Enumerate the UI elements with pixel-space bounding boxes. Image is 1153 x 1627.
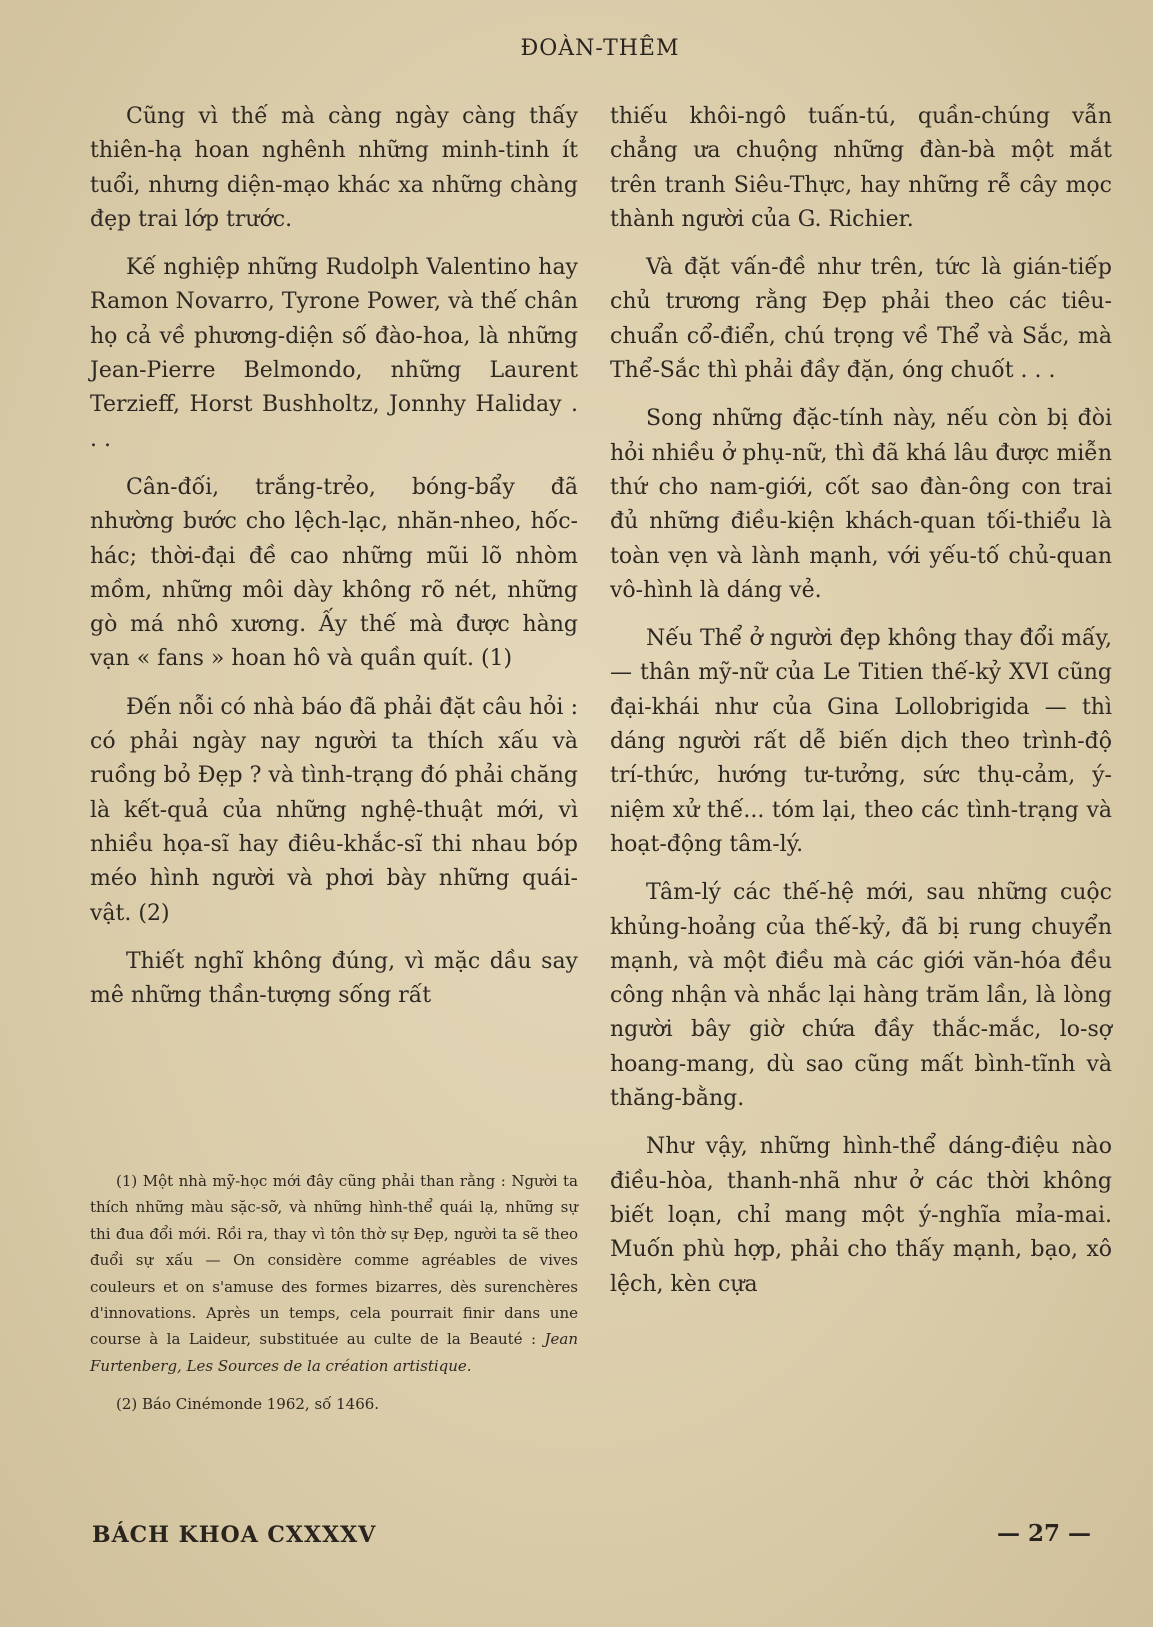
body-paragraph-continued: thiếu khôi-ngô tuấn-tú, quần-chúng vẫn chẳng ưa chuộng những đàn-bà một mắt trên tranh Siêu-Thực, hay những rễ cây mọc thành người của G. Richier. xyxy=(610,104,1112,232)
body-paragraph: Và đặt vấn-đề như trên, tức là gián-tiếp chủ trương rằng Đẹp phải theo các tiêu-chuẩn cổ-điển, chú trọng về Thể và Sắc, mà Thể-Sắc thì phải đầy đặn, óng chuốt . . . xyxy=(610,255,1112,384)
right-text-column xyxy=(610,100,1112,1316)
body-paragraph: Kế nghiệp những Rudolph Valentino hay Ramon Novarro, Tyrone Power, và thế chân họ cả về phương-diện số đào-hoa, là những Jean-Pierre Belmondo, những Laurent Terzieff, Horst Bushholtz, Jonnhy Haliday . . . xyxy=(90,255,578,452)
footnote-1 xyxy=(90,1168,578,1379)
footnotes-block xyxy=(90,1168,578,1430)
footnote-1-text: (1) Một nhà mỹ-học mới đây cũng phải than rằng : Người ta thích những màu sặc-sỡ, và những hình-thể quái lạ, những sự thi đua đổi mới. Rồi ra, thay vì tôn thờ sự Đẹp, người ta sẽ theo đuổi sự xấu — On considère comme agréables de vives couleurs et on s'amuse des formes bizarres, dès surenchères d'innovations. Après un temps, cela pourrait finir dans une course à la Laideur, substituée au culte de la Beauté : xyxy=(90,1172,578,1349)
footnote-2: (2) Báo Cinémonde 1962, số 1466. xyxy=(116,1395,380,1414)
body-paragraph: Song những đặc-tính này, nếu còn bị đòi hỏi nhiều ở phụ-nữ, thì đã khá lâu được miễn thứ cho nam-giới, cốt sao đàn-ông con trai đủ những điều-kiện khách-quan tối-thiểu là toàn vẹn và lành mạnh, với yếu-tố chủ-quan vô-hình là dáng vẻ. xyxy=(610,406,1112,603)
body-paragraph: Như vậy, những hình-thể dáng-điệu nào điều-hòa, thanh-nhã như ở các thời không biết loạn, chỉ mang một ý-nghĩa mỉa-mai. Muốn phù hợp, phải cho thấy mạnh, bạo, xô lệch, kèn cựa xyxy=(610,1134,1112,1297)
page-number: — 27 — xyxy=(996,1520,1091,1547)
running-header-author: ĐOÀN-THÊM xyxy=(520,36,680,61)
body-paragraph: Nếu Thể ở người đẹp không thay đổi mấy, — thân mỹ-nữ của Le Titien thế-kỷ XVI cũng đại-khái như của Gina Lollobrigida — thì dáng người rất dễ biến dịch theo trình-độ trí-thức, hướng tư-tưởng, sức thụ-cảm, ý-niệm xử thế... tóm lại, theo các tình-trạng và hoạt-động tâm-lý. xyxy=(610,626,1112,857)
magazine-issue-footer: BÁCH KHOA CXXXXV xyxy=(92,1522,377,1548)
body-paragraph: Thiết nghĩ không đúng, vì mặc dầu say mê những thần-tượng sống rất xyxy=(90,948,578,1009)
left-text-column xyxy=(90,100,578,1027)
body-paragraph: Đến nỗi có nhà báo đã phải đặt câu hỏi : có phải ngày nay người ta thích xấu và ruồng bỏ Đẹp ? và tình-trạng đó phải chăng là kết-quả của những nghệ-thuật mới, vì nhiều họa-sĩ hay điêu-khắc-sĩ thi nhau bóp méo hình người và phơi bày những quái-vật. (2) xyxy=(90,694,578,926)
body-paragraph: Cân-đối, trắng-trẻo, bóng-bẩy đã nhường bước cho lệch-lạc, nhăn-nheo, hốc-hác; thời-đại đề cao những mũi lõ nhòm mồm, những môi dày không rõ nét, những gò má nhô xương. Ấy thế mà được hàng vạn « fans » hoan hô và quần quít. (1) xyxy=(90,474,578,672)
body-paragraph: Tâm-lý các thế-hệ mới, sau những cuộc khủng-hoảng của thế-kỷ, đã bị rung chuyển mạnh, và một điều mà các giới văn-hóa đều công nhận và nhắc lại hàng trăm lần, là lòng người bây giờ chứa đầy thắc-mắc, lo-sợ hoang-mang, dù sao cũng mất bình-tĩnh và thăng-bằng. xyxy=(610,880,1112,1112)
body-paragraph: Cũng vì thế mà càng ngày càng thấy thiên-hạ hoan nghênh những minh-tinh ít tuổi, nhưng diện-mạo khác xa những chàng đẹp trai lớp trước. xyxy=(90,104,578,232)
footnote-1-citation: Jean Furtenberg, Les Sources de la création artistique. xyxy=(90,1330,578,1375)
